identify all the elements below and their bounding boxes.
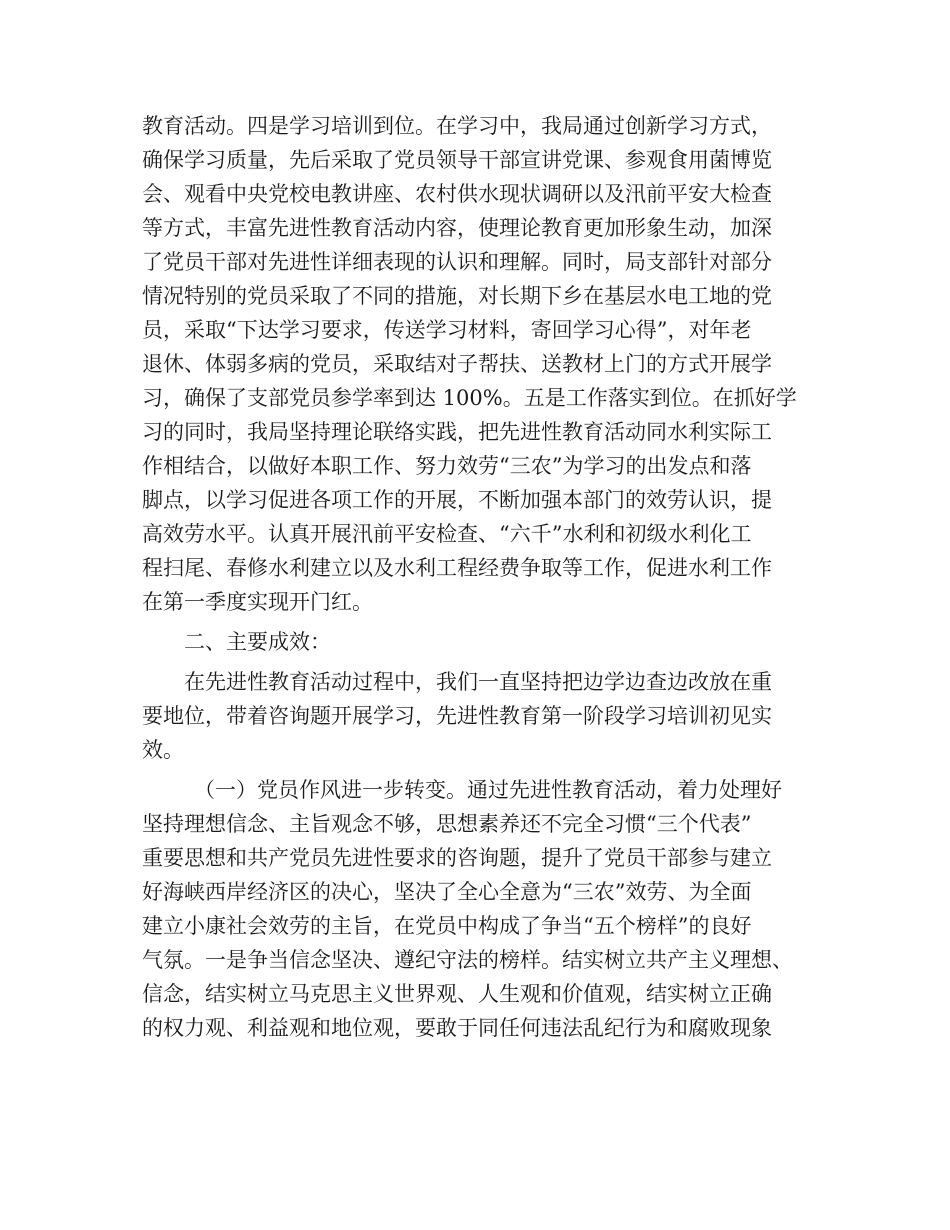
- text-line-19: 效。: [142, 738, 184, 762]
- text-line-6: 情况特别的党员采取了不同的措施，对长期下乡在基层水电工地的党: [142, 284, 772, 308]
- body-text: [142, 109, 842, 1045]
- text-line-14: 程扫尾、春修水利建立以及水利工程经费争取等工作，促进水利工作: [142, 556, 772, 580]
- text-line-4: 等方式，丰富先进性教育活动内容，使理论教育更加形象生动，加深: [142, 216, 772, 240]
- text-line-9: 习，确保了支部党员参学率到达 100%。五是工作落实到位。在抓好学: [142, 386, 797, 410]
- text-line-5: 了党员干部对先进性详细表现的认识和理解。同时，局支部针对部分: [142, 250, 772, 274]
- text-line-22: 重要思想和共产党员先进性要求的咨询题，提升了党员干部参与建立: [142, 846, 772, 870]
- text-line-1: 教育活动。四是学习培训到位。在学习中，我局通过创新学习方式，: [142, 114, 772, 138]
- text-line-21: 坚持理想信念、主旨观念不够，思想素养还不完全习惯“三个代表”: [142, 812, 752, 836]
- text-line-12: 脚点，以学习促进各项工作的开展，不断加强本部门的效劳认识，提: [142, 488, 772, 512]
- text-line-18: 要地位，带着咨询题开展学习，先进性教育第一阶段学习培训初见实: [142, 704, 772, 728]
- text-line-27: 的权力观、利益观和地位观，要敢于同任何违法乱纪行为和腐败现象: [142, 1016, 772, 1040]
- text-line-3: 会、观看中央党校电教讲座、农村供水现状调研以及汛前平安大检查: [142, 182, 772, 206]
- subsection-heading-line: （一）党员作风进一步转变。通过先进性教育活动，着力处理好: [194, 778, 782, 802]
- text-line-10: 习的同时，我局坚持理论联络实践，把先进性教育活动同水利实际工: [142, 420, 772, 444]
- text-line-13: 高效劳水平。认真开展汛前平安检查、“六千”水利和初级水利化工: [142, 522, 752, 546]
- text-line-23: 好海峡西岸经济区的决心，坚决了全心全意为“三农”效劳、为全面: [142, 880, 752, 904]
- text-line-17: 在先进性教育活动过程中，我们一直坚持把边学边查边改放在重: [184, 670, 772, 694]
- text-line-7: 员，采取“下达学习要求，传送学习材料，寄回学习心得”，对年老: [142, 318, 752, 342]
- text-line-2: 确保学习质量，先后采取了党员领导干部宣讲党课、参观食用菌博览: [142, 148, 772, 172]
- section-heading: 二、主要成效：: [184, 630, 331, 654]
- text-line-11: 作相结合，以做好本职工作、努力效劳“三农”为学习的出发点和落: [142, 454, 752, 478]
- text-line-8: 退休、体弱多病的党员，采取结对子帮扶、送教材上门的方式开展学: [142, 352, 772, 376]
- text-line-15: 在第一季度实现开门红。: [142, 590, 373, 614]
- text-line-26: 信念，结实树立马克思主义世界观、人生观和价值观，结实树立正确: [142, 982, 772, 1006]
- text-line-24: 建立小康社会效劳的主旨，在党员中构成了争当“五个榜样”的良好: [142, 914, 752, 938]
- text-line-25: 气氛。一是争当信念坚决、遵纪守法的榜样。结实树立共产主义理想、: [142, 948, 793, 972]
